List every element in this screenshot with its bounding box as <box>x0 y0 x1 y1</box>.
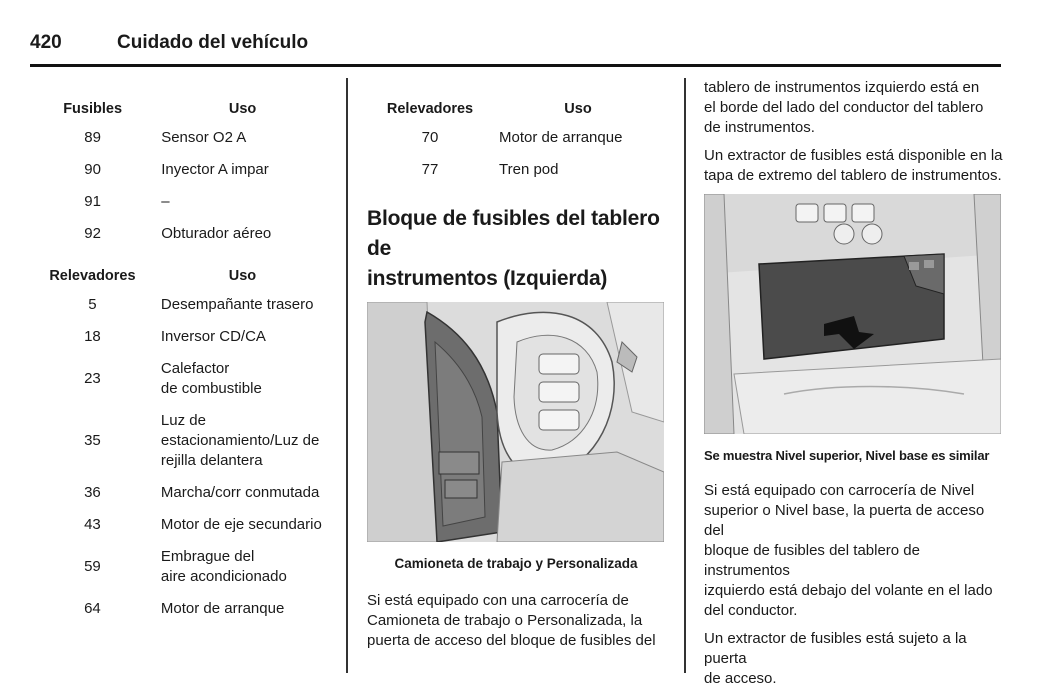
relay-row <box>30 477 330 509</box>
item-usage: Motor de arranque <box>160 600 285 617</box>
item-number: 64 <box>84 600 101 617</box>
item-usage: Motor de eje secundario <box>160 516 322 533</box>
page-header <box>30 30 1001 67</box>
fuse-row <box>30 122 330 154</box>
relay-row <box>30 541 330 593</box>
fuse-block-left-illustration <box>367 302 664 542</box>
relay-row <box>30 405 330 477</box>
relay-table-left <box>30 262 330 625</box>
left-column <box>30 95 330 625</box>
relay-row <box>30 593 330 625</box>
column-header-relays: Relevadores <box>386 101 474 117</box>
image-caption: Camioneta de trabajo y Personalizada <box>394 556 638 571</box>
item-usage: Luz de estacionamiento/Luz de rejilla delantera <box>160 412 320 469</box>
right-column <box>704 78 1004 697</box>
item-usage: Marcha/corr conmutada <box>160 484 320 501</box>
middle-column <box>367 95 665 659</box>
column-header-relays: Relevadores <box>49 268 136 284</box>
body-paragraph: Si está equipado con una carrocería de Camioneta de trabajo o Personalizada, la puerta de acceso del bloque de fusibles del <box>367 592 656 649</box>
item-usage: Inyector A impar <box>161 161 269 178</box>
item-number: 70 <box>421 129 439 146</box>
page-number: 420 <box>30 32 62 53</box>
fuse-table <box>30 95 330 250</box>
item-number: 92 <box>84 225 101 242</box>
column-divider <box>684 78 686 673</box>
relay-row <box>30 509 330 541</box>
section-title: Cuidado del vehículo <box>117 32 309 53</box>
item-number: 90 <box>84 161 101 178</box>
item-number: 36 <box>84 484 101 501</box>
column-header-fuses: Fusibles <box>63 101 123 117</box>
item-usage: Inversor CD/CA <box>160 328 266 345</box>
body-paragraph: Un extractor de fusibles está disponible en la tapa de extremo del tablero de instrumentos. <box>704 147 1003 184</box>
column-header-use: Uso <box>228 268 257 284</box>
item-usage: Desempañante trasero <box>160 296 314 313</box>
item-number: 18 <box>84 328 101 345</box>
relay-row <box>30 289 330 321</box>
relay-row <box>30 321 330 353</box>
item-number: 43 <box>84 516 101 533</box>
relay-row <box>367 122 663 154</box>
item-usage: Tren pod <box>499 161 559 178</box>
item-usage: Obturador aéreo <box>161 225 272 242</box>
item-number: 77 <box>421 161 439 178</box>
item-number: 59 <box>84 558 101 575</box>
fuse-row <box>30 186 330 218</box>
item-number: 5 <box>88 296 97 313</box>
fuse-block-upper-trim-illustration <box>704 194 1001 434</box>
relay-row <box>30 353 330 405</box>
item-usage: Motor de arranque <box>499 129 623 146</box>
column-divider <box>346 78 348 673</box>
fuse-row <box>30 218 330 250</box>
image-caption: Se muestra Nivel superior, Nivel base es similar <box>704 448 990 463</box>
relay-row <box>367 154 663 186</box>
dashboard-left-drawing <box>367 302 664 542</box>
item-usage: – <box>161 193 170 210</box>
item-number: 89 <box>84 129 101 146</box>
item-usage: Embrague del aire acondicionado <box>160 548 287 585</box>
item-usage: Calefactor de combustible <box>160 360 262 397</box>
item-number: 35 <box>84 432 101 449</box>
item-usage: Sensor O2 A <box>161 129 247 146</box>
column-header-use: Uso <box>228 101 257 117</box>
body-paragraph: Un extractor de fusibles está sujeto a la puerta de acceso. <box>704 630 967 687</box>
section-heading: Bloque de fusibles del tablero de instrumentos (Izquierda) <box>367 207 660 290</box>
body-paragraph: tablero de instrumentos izquierdo está en el borde del lado del conductor del tablero de instrumentos. <box>704 79 984 136</box>
dashboard-underside-drawing <box>704 194 1001 434</box>
item-number: 23 <box>84 370 101 387</box>
item-number: 91 <box>84 193 101 210</box>
fuse-row <box>30 154 330 186</box>
body-paragraph: Si está equipado con carrocería de Nivel superior o Nivel base, la puerta de acceso del bloque de fusibles del tablero de instrumentos izquierdo está debajo del volante en el lado del conductor. <box>704 482 993 619</box>
column-header-use: Uso <box>564 101 592 117</box>
relay-table-middle <box>367 95 663 186</box>
